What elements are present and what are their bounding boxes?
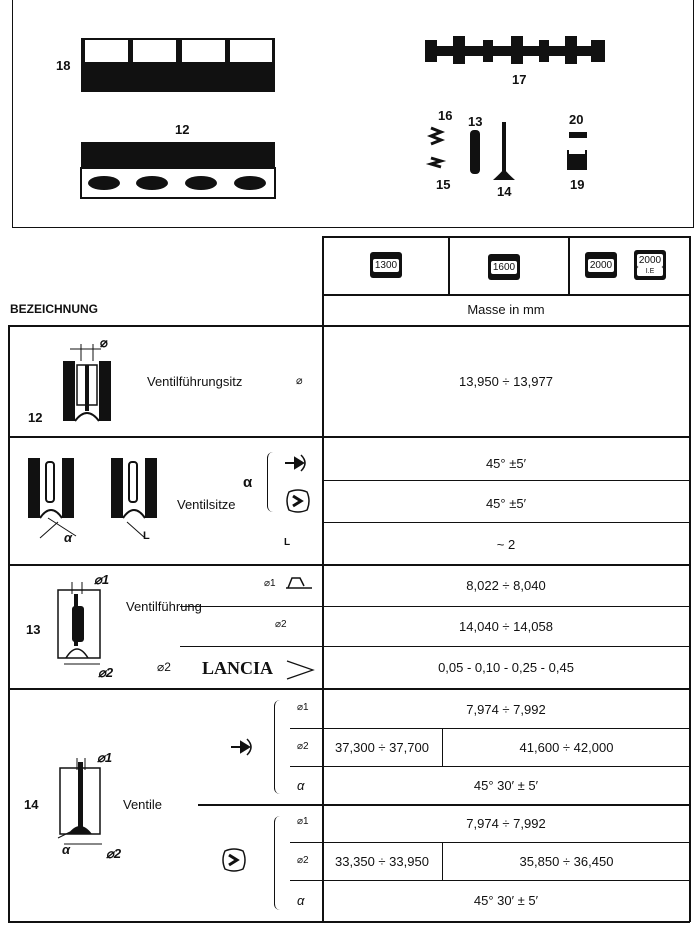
ventilsitze-alpha: α — [243, 474, 253, 491]
column-title-masse: Masse in mm — [467, 302, 545, 317]
ventilsitze-L-value: ~ 2 — [496, 537, 516, 552]
intake-icon — [283, 452, 311, 474]
ex-value-d2-small: 33,350 ÷ 33,950 — [335, 854, 429, 869]
row12-value: 13,950 ÷ 13,977 — [459, 374, 553, 389]
label-20: 20 — [569, 112, 584, 127]
exploded-parts-drawing — [13, 0, 693, 226]
exhaust-icon — [283, 488, 313, 514]
ex-alpha-symbol: α — [297, 893, 305, 908]
label-19: 19 — [570, 177, 585, 192]
label-14: 14 — [497, 184, 512, 199]
row14-label: Ventile — [123, 797, 163, 812]
parts-figure — [12, 0, 694, 228]
ex-value-alpha: 45° 30′ ± 5′ — [473, 893, 539, 908]
ventilsitze-L-symbol: L — [284, 537, 291, 548]
engine-2000-icon: 2000 — [585, 252, 617, 278]
ventilsitze-exhaust-value: 45° ±5′ — [485, 496, 527, 511]
in-value-d1: 7,974 ÷ 7,992 — [466, 702, 546, 717]
row14-number: 14 — [24, 797, 39, 812]
intake-icon-valve — [229, 736, 257, 758]
exhaust-brace — [274, 816, 281, 910]
row12-number: 12 — [28, 410, 43, 425]
intake-brace — [274, 700, 281, 794]
in-alpha-symbol: α — [297, 778, 305, 793]
oversize-icon — [285, 659, 315, 681]
in-value-alpha: 45° 30′ ± 5′ — [473, 778, 539, 793]
label-13: 13 — [468, 114, 483, 129]
valve-seat-diagram-length — [105, 452, 175, 544]
row13-label: Ventilführung — [126, 599, 202, 614]
label-16: 16 — [438, 108, 453, 123]
row13-d2-symbol: ⌀2 — [275, 619, 287, 630]
label-12: 12 — [175, 122, 190, 137]
engine-1600-icon: 1600 — [488, 254, 520, 280]
valve-guide-measure-icon — [284, 574, 314, 592]
in-value-d2-small: 37,300 ÷ 37,700 — [335, 740, 429, 755]
dim-d2-valve: ⌀2 — [106, 846, 122, 861]
dim-alpha-seat: α — [64, 530, 73, 545]
ex-d1-symbol: ⌀1 — [297, 816, 309, 827]
dim-d1-valve: ⌀1 — [97, 750, 113, 765]
ex-d2-symbol: ⌀2 — [297, 855, 309, 866]
dim-d2-guide: ⌀2 — [98, 665, 114, 680]
ventilsitze-brace — [267, 452, 274, 512]
row13-d1-symbol: ⌀1 — [264, 578, 276, 589]
exhaust-icon-valve — [219, 847, 249, 873]
in-value-d2-large: 41,600 ÷ 42,000 — [519, 740, 614, 755]
label-18: 18 — [56, 58, 71, 73]
dim-diameter: ⌀ — [100, 335, 108, 350]
row12-label: Ventilführungsitz — [147, 374, 243, 389]
row13-d2b-symbol: ⌀2 — [157, 660, 171, 674]
ventilsitze-intake-value: 45° ±5′ — [485, 456, 527, 471]
dim-alpha-valve: α — [62, 842, 71, 857]
engine-2000-ie-icon: 2000 I.E — [634, 250, 666, 280]
label-17: 17 — [512, 72, 527, 87]
dim-d1-guide: ⌀1 — [94, 572, 110, 587]
ventilsitze-label: Ventilsitze — [177, 497, 236, 512]
row13-number: 13 — [26, 622, 41, 637]
ex-value-d1: 7,974 ÷ 7,992 — [466, 816, 546, 831]
label-15: 15 — [436, 177, 451, 192]
valve-guide-seat-diagram — [55, 335, 125, 425]
row13-value-d1: 8,022 ÷ 8,040 — [466, 578, 546, 593]
dim-length-seat: L — [143, 530, 150, 542]
column-title-bezeichnung: BEZEICHNUNG — [10, 302, 99, 316]
row13-value-d2: 14,040 ÷ 14,058 — [459, 619, 553, 634]
ex-value-d2-large: 35,850 ÷ 36,450 — [519, 854, 614, 869]
lancia-logo: LANCIA — [202, 658, 274, 678]
valve-guide-diagram — [52, 578, 122, 670]
row13-value-oversize: 0,05 - 0,10 - 0,25 - 0,45 — [438, 660, 574, 675]
valve-seat-diagram-alpha — [20, 452, 100, 544]
engine-1300-icon: 1300 — [370, 252, 402, 278]
row12-symbol: ⌀ — [296, 375, 303, 387]
in-d1-symbol: ⌀1 — [297, 702, 309, 713]
in-d2-symbol: ⌀2 — [297, 741, 309, 752]
